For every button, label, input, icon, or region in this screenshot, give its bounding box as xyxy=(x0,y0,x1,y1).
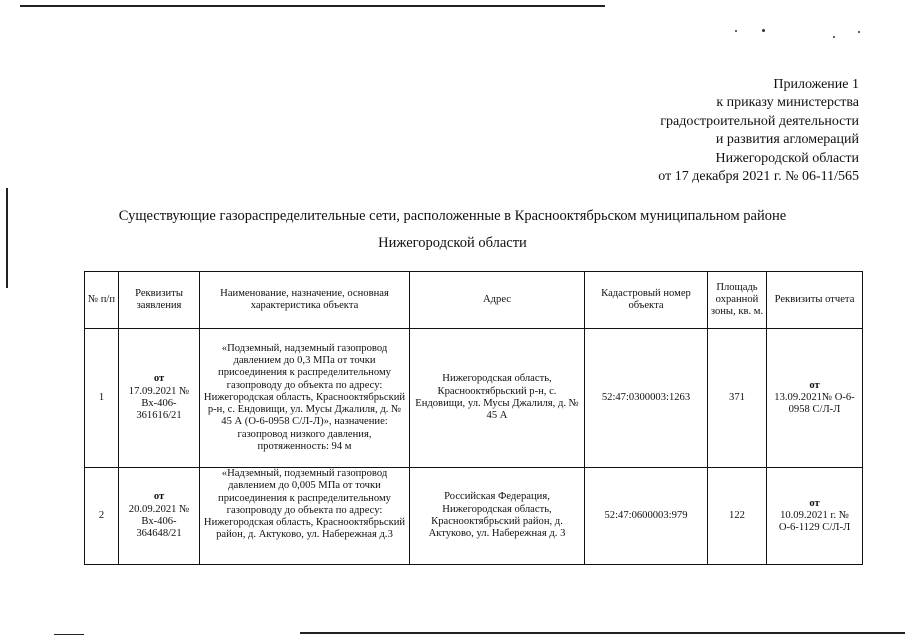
cell-area: 122 xyxy=(708,468,767,565)
header-cell-description: Наименование, назначение, основная характеристика объекта xyxy=(200,272,410,329)
cell-report xyxy=(767,329,863,468)
cell-area: 371 xyxy=(708,329,767,468)
cell-number: 1 xyxy=(85,329,119,468)
table-row xyxy=(85,329,863,468)
cell-number: 2 xyxy=(85,468,119,565)
cell-request xyxy=(119,468,200,565)
appendix-line: от 17 декабря 2021 г. № 06-11/565 xyxy=(658,169,859,185)
table-header-row xyxy=(85,272,863,329)
header-cell-address: Адрес xyxy=(410,272,585,329)
header-cell-request: Реквизиты заявления xyxy=(119,272,200,329)
document-title-line1: Существующие газораспределительные сети, расположенные в Краснооктябрьском муниципальном районе xyxy=(118,208,787,224)
report-from-label: от xyxy=(809,379,820,391)
cell-report xyxy=(767,468,863,565)
report-details: 13.09.2021№ О-6-0958 С/Л-Л xyxy=(774,391,855,416)
scan-speck xyxy=(735,30,737,32)
request-details: 20.09.2021 № Вх-406-364648/21 xyxy=(128,503,190,540)
document-title-line2: Нижегородской области xyxy=(378,235,527,251)
appendix-line: и развития агломераций xyxy=(715,132,859,148)
cell-cadastral: 52:47:0300003:1263 xyxy=(585,329,708,468)
appendix-block xyxy=(658,76,859,186)
scan-bottom-rule-left xyxy=(54,634,84,635)
appendix-line: Нижегородской области xyxy=(715,150,859,166)
header-cell-area: Площадь охранной зоны, кв. м. xyxy=(708,272,767,329)
cell-cadastral: 52:47:0600003:979 xyxy=(585,468,708,565)
scan-speck xyxy=(858,31,860,33)
report-from-label: от xyxy=(809,497,820,509)
scan-speck xyxy=(762,29,765,32)
appendix-line: градостроительной деятельности xyxy=(660,113,859,129)
request-details: 17.09.2021 № Вх-406-361616/21 xyxy=(128,385,190,422)
cell-description: «Надземный, подземный газопровод давлением до 0,005 МПа от точки присоединения к распределительному газопроводу до объекта по адресу: Нижегородская область, Краснооктябрьский район, д. Актуково, ул. Набережная д.3 xyxy=(200,468,410,565)
request-from-label: от xyxy=(153,373,165,385)
scan-bottom-rule xyxy=(300,632,905,634)
scan-top-rule xyxy=(20,5,605,7)
appendix-line: Приложение 1 xyxy=(773,77,859,92)
gas-networks-table xyxy=(84,271,863,565)
header-cell-cadastral: Кадастровый номер объекта xyxy=(585,272,708,329)
report-details: 10.09.2021 г. № О-6-1129 С/Л-Л xyxy=(778,509,851,534)
table-row xyxy=(85,468,863,565)
cell-address: Российская Федерация, Нижегородская область, Краснооктябрьский район, д. Актуково, ул. Набережная д. 3 xyxy=(410,468,585,565)
request-from-label: от xyxy=(153,491,165,503)
cell-address: Нижегородская область, Краснооктябрьский р-н, с. Ендовищи, ул. Мусы Джалиля, д. № 45 А xyxy=(410,329,585,468)
appendix-line: к приказу министерства xyxy=(716,95,859,111)
cell-request xyxy=(119,329,200,468)
scan-speck xyxy=(833,36,835,38)
header-cell-report: Реквизиты отчета xyxy=(767,272,863,329)
cell-description: «Подземный, надземный газопровод давлением до 0,3 МПа от точки присоединения к распределительному газопроводу до объекта по адресу: Нижегородская область, Краснооктябрьский р-н, с. Ендовищи, ул. Мусы Джалиля, д. № 45 А (О-6-0958 С/Л-Л)», назначение: газопровод низкого давления, протяженность: 94 м xyxy=(200,329,410,468)
header-cell-number: № п/п xyxy=(85,272,119,329)
